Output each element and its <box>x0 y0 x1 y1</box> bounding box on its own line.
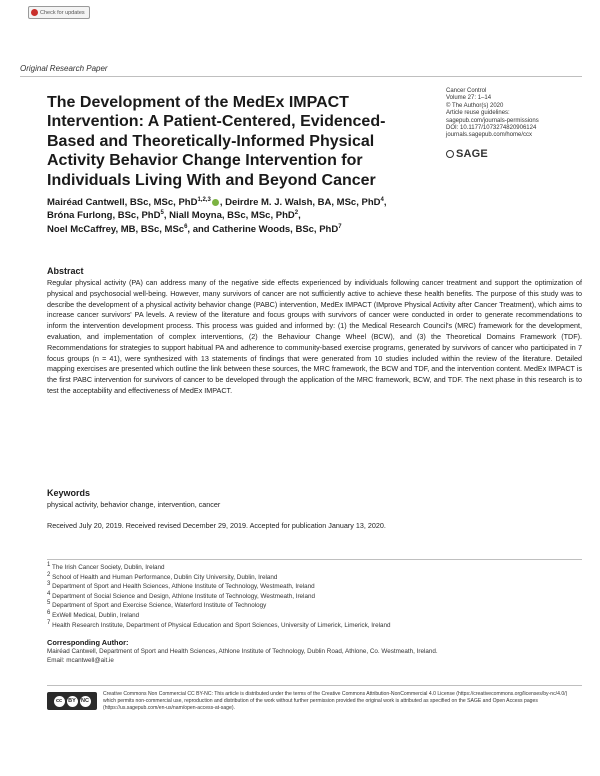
by-icon: BY <box>67 696 78 707</box>
affiliation-number: 2 <box>47 571 51 578</box>
affiliation-text: Department of Sport and Exercise Science, Waterford Institute of Technology <box>52 602 267 610</box>
affiliation-sup: 4 <box>380 196 384 203</box>
crossmark-icon <box>31 9 38 16</box>
affiliation-sup: 7 <box>338 223 342 230</box>
affiliation-text: ExWell Medical, Dublin, Ireland <box>52 611 140 619</box>
abstract-heading: Abstract <box>47 266 84 276</box>
affiliation-sup: 6 <box>184 223 188 230</box>
received-dates: Received July 20, 2019. Received revised December 29, 2019. Accepted for publication January 13, 2020. <box>47 521 386 530</box>
journal-name: Cancer Control <box>446 88 487 94</box>
affiliation-item <box>47 573 582 583</box>
affiliation-item <box>47 592 582 602</box>
affiliation-item <box>47 563 582 573</box>
author-name: Bróna Furlong, BSc, PhD <box>47 210 161 222</box>
license-notice <box>47 685 582 713</box>
nc-icon: NC <box>80 696 91 707</box>
license-text: Creative Commons Non Commercial CC BY-NC: This article is distributed under the terms of the Creative Commons Attribution-NonCommercial 4.0 License (https://creativecommons.org/licenses/by-nc/4.0/) which permits non-commercial use, reproduction and distribution of the work without further permission provided the original work is attributed as specified on the SAGE and Open Access pages (https://us.sagepub.com/en-us/nam/open-access-at-sage). <box>103 691 568 712</box>
publisher-name: SAGE <box>456 148 488 160</box>
author-name: , Deirdre M. J. Walsh, BA, MSc, PhD <box>219 197 381 208</box>
journal-reuse-link[interactable]: sagepub.com/journals-permissions <box>446 117 539 124</box>
keywords-heading: Keywords <box>47 488 91 498</box>
affiliation-number: 5 <box>47 600 51 607</box>
paper-type-header <box>20 64 582 77</box>
journal-doi[interactable]: DOI: 10.1177/1073274820906124 <box>446 125 537 132</box>
affiliation-text: Department of Sport and Health Sciences, Athlone Institute of Technology, Westmeath, Ireland <box>52 583 315 591</box>
affiliation-item <box>47 601 582 611</box>
check-for-updates-badge[interactable] <box>28 6 90 19</box>
orcid-icon[interactable] <box>212 199 219 206</box>
affiliation-number: 3 <box>47 581 51 588</box>
journal-home-link[interactable]: journals.sagepub.com/home/ccx <box>446 132 533 139</box>
journal-info <box>446 88 581 140</box>
journal-copyright: © The Author(s) 2020 <box>446 102 504 109</box>
affiliation-text: Health Research Institute, Department of Physical Education and Sport Sciences, University of Limerick, Limerick, Ireland <box>52 621 391 629</box>
affiliation-number: 1 <box>47 561 51 568</box>
publisher-logo <box>446 148 488 160</box>
author-name: , Niall Moyna, BSc, MSc, PhD <box>163 210 295 222</box>
keywords-text: physical activity, behavior change, intervention, cancer <box>47 500 221 509</box>
affiliation-text: Department of Social Science and Design, Athlone Institute of Technology, Westmeath, Ireland <box>52 592 315 600</box>
article-title: The Development of the MedEx IMPACT Intervention: A Patient-Centered, Evidenced-Based and Theoretically-Informed Physical Activity Behavior Change Intervention for Individuals Living With and Beyond Cancer <box>47 94 386 189</box>
cc-icon: cc <box>54 696 65 707</box>
affiliation-sup: 5 <box>160 210 164 217</box>
corresponding-author-heading: Corresponding Author: <box>47 638 129 647</box>
author-name: , and Catherine Woods, BSc, PhD <box>187 223 339 235</box>
journal-reuse: Article reuse guidelines: <box>446 110 510 117</box>
corresponding-author-details <box>47 648 582 666</box>
affiliation-number: 4 <box>47 590 51 597</box>
affiliation-sup: 2 <box>294 210 299 217</box>
affiliation-number: 6 <box>47 609 51 616</box>
affiliation-item <box>47 611 582 621</box>
author-line-1: Mairéad Cantwell, BSc, MSc, PhD$^{1,2,3}$ , Deirdre M. J. Walsh, BA, MSc, PhD$^4$, <box>47 196 387 208</box>
cc-by-nc-badge[interactable] <box>47 692 97 710</box>
corresponding-author-email[interactable]: Email: mcantwell@ait.ie <box>47 656 114 664</box>
sage-logo-icon <box>446 150 454 158</box>
affiliation-text: The Irish Cancer Society, Dublin, Ireland <box>51 564 165 571</box>
check-for-updates-label: Check for updates <box>40 9 85 16</box>
author-line-3 <box>47 223 517 236</box>
paper-type: Original Research Paper <box>20 64 108 73</box>
affiliation-item <box>47 582 582 592</box>
author-name: Noel McCaffrey, MB, BSc, MSc <box>47 223 185 235</box>
author-line-2: Bróna Furlong, BSc, PhD$^5$, Niall Moyna, BSc, MSc, PhD$^2$, <box>47 210 301 222</box>
author-name: Mairéad Cantwell, BSc, MSc, PhD <box>47 197 198 208</box>
journal-volume: Volume 27: 1–14 <box>446 95 492 102</box>
author-list <box>47 196 517 236</box>
corresponding-author-address: Mairéad Cantwell, Department of Sport and Health Sciences, Athlone Institute of Technology, Dublin Road, Athlone, Co. Westmeath, Ireland. <box>47 648 438 655</box>
abstract-text: Regular physical activity (PA) can address many of the negative side effects experienced by individuals following cancer treatment and support the optimization of physical and psychosocial well-being. However, many survivors of cancer are not sufficiently active to achieve these health benefits. The purpose of this study was to describe the development of a physical activity behavior change (PABC) intervention, MedEx IMPACT (IMprove Physical Activity after Cancer Treatment), which aims to increase cancer survivors' PA levels. A review of the literature and focus groups with survivors of cancer were conducted in order to generate recommendations to inform the intervention development process. This process was guided and informed by: (1) the Medical Research Council's (MRC) framework for the development, evaluation, and implementation of complex interventions, (2) the Behaviour Change Wheel (BCW), and (3) the Theoretical Domains Framework (TDF). Recommendations for strategies to support habitual PA and adherence to community-based exercise programs, generated by survivors of cancer who participated in 7 focus groups (n = 41), were synthesized with 13 statements of findings that were generated from 10 studies included within the review of the literature. Detailed mapping exercises are presented which outline the link between these sources, the MRC framework, the BCW and TDF, and the intervention content. MedEx IMPACT is the first PABC intervention for survivors of cancer to be developed through the application of the MRC framework, BCW, and TDF. The next phase in this research is to test the acceptability and effectiveness of MedEx IMPACT. <box>47 278 582 395</box>
affiliation-item <box>47 621 582 631</box>
affiliation-number: 7 <box>47 619 51 626</box>
affiliation-sup: 1,2,3 <box>197 196 211 203</box>
affiliations-list <box>47 559 582 630</box>
affiliation-text: School of Health and Human Performance, Dublin City University, Dublin, Ireland <box>52 573 278 581</box>
